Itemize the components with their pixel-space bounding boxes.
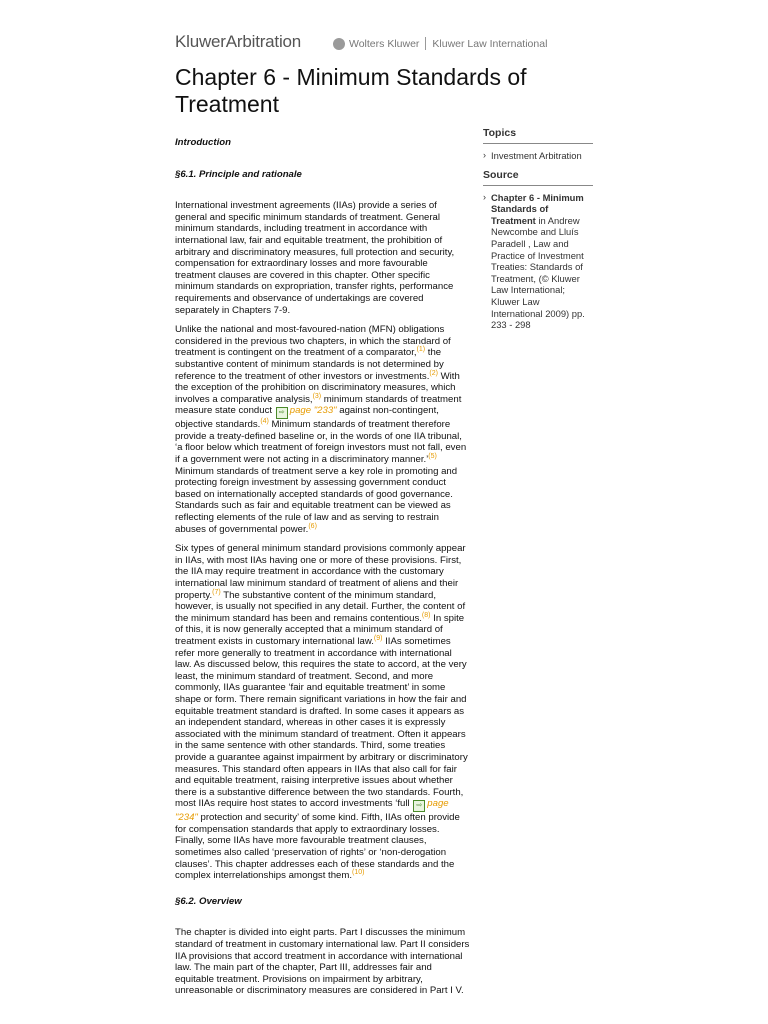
imprint-name: Kluwer Law International: [432, 37, 548, 50]
source-text: in Andrew Newcombe and Lluís Paradell , Law and Practice of Investment Treaties: Standards of Treatment, (© Kluwer Law International; Kluwer Law International 2009) pp. 233 - 298: [491, 214, 585, 331]
footnote-link[interactable]: (5): [428, 452, 437, 460]
footnote-link[interactable]: (6): [308, 522, 317, 530]
topics-heading: Topics: [483, 128, 593, 144]
source-entry[interactable]: [483, 192, 593, 331]
page-marker-icon: ⇨: [276, 407, 288, 419]
footnote-link[interactable]: (3): [312, 392, 322, 400]
divider: [425, 37, 426, 50]
paragraph: The chapter is divided into eight parts. Part I discusses the minimum standard of treatment in customary international law. Part II considers IIA provisions that accord treatment in accordance with international law. The main part of the chapter, Part III, addresses fair and equitable treatment. Provisions on impairment by arbitrary, unreasonable or discriminatory measures are considered in Part I V.: [175, 927, 470, 997]
chevron-right-icon: ›: [483, 149, 486, 160]
logo-light: Arbitration: [225, 32, 302, 51]
publisher-name: Wolters Kluwer: [349, 37, 420, 50]
footnote-link[interactable]: (2): [429, 369, 438, 377]
footnote-link[interactable]: (4): [260, 418, 269, 426]
page-ref-link[interactable]: page "233": [289, 405, 337, 417]
kluwer-arbitration-logo[interactable]: [175, 32, 301, 52]
chapter-body: [175, 137, 470, 997]
paragraph: Six types of general minimum standard provisions commonly appear in IIAs, with most IIAs having one or more of these provisions. First, the IIA may require treatment in accordance with the customary international law minimum standard of treatment of aliens and their property.$^{(7)}$ The substantive content of the minimum standard, however, is usually not specified in any detail. Further, the content of the minimum standard has been and remains contentious.$^{(8)}$ In spite of this, it is now generally accepted that a minimum standard of treatment exists in customary international law.$^{(9)}$ IIAs sometimes refer more generally to treatment in accordance with international law. As discussed below, this requires the state to accord, at the very least, the minimum standard of treatment. Second, and more commonly, IIAs guarantee ‘fair and equitable treatment’ in some shape or form. There remain significant variations in how the fair and equitable treatment standard is drafted. In some cases it appears as an independent standard, whereas in other cases it is expressly associated with the minimum standard of treatment. Often it appears in the same sentence with other standards. Third, some treaties provide a guarantee against impairment by arbitrary or discriminatory measures. This standard often appears in IIAs that also call for fair and equitable treatment, raising interpretive issues about whether there is a substantive difference between the two standards. Fourth, most IIAs require host states to accord investments ‘full ⇨ page "234" protection and security’ of some kind. Fifth, IIAs often provide for compensation standards that apply to extraordinary losses. Finally, some IIAs have more favourable treatment clauses, sometimes also called ‘preservation of rights’ or ‘non-derogation clauses’. This chapter addresses each of these standards and the complex interrelationships amongst them.$^{(10)}$: [175, 543, 468, 882]
topics-panel: [483, 128, 593, 161]
publisher-logo: [333, 37, 547, 50]
topic-label: Investment Arbitration: [491, 149, 582, 161]
footnote-link[interactable]: (9): [373, 634, 383, 642]
paragraph: Unlike the national and most-favoured-nation (MFN) obligations considered in the previous two chapters, in which the standard of treatment is contingent on the treatment of a comparator,$^{(1)}$ the substantive content of minimum standards is not determined by reference to the treatment of other investors or investments.$^{(2)}$ With the exception of the prohibition on discriminatory measures, which involves a comparative analysis,$^{(3)}$ minimum standards of treatment measure state conduct ⇨ page "233" against non-contingent, objective standards.$^{(4)}$ Minimum standards of treatment therefore provide a treaty-defined baseline or, in the words of one IIA tribunal, ‘a floor below which treatment of foreign investors must not fall, even if a government were not acting in a discriminatory manner.’$^{(5)}$ Minimum standards of treatment serve a key role in promoting and protecting foreign investment by assessing government conduct based on internationally accepted standards of good governance. Standards such as fair and equitable treatment can be viewed as reflecting elements of the rule of law and as serving to restrain abuses of governmental power.$^{(6)}$: [175, 324, 467, 535]
paragraph: International investment agreements (IIAs) provide a series of general and specific minimum standards of treatment. General minimum standards, including treatment in accordance with international law, fair and equitable treatment, the prohibition of arbitrary and discriminatory measures, full protection and security, compensation for extraordinary losses and more favourable treatment clauses are covered in this chapter. Other specific minimum standards on expropriation, transfer rights, performance requirements and observance of undertakings are covered separately in Chapters 7-9.: [175, 200, 455, 316]
topic-link[interactable]: [483, 150, 593, 162]
footnote-link[interactable]: (10): [352, 869, 365, 877]
footnote-link[interactable]: (1): [416, 346, 426, 354]
page-marker-icon: ⇨: [413, 800, 425, 812]
page-ref-link[interactable]: page "234": [175, 798, 449, 824]
source-title: Chapter 6 - Minimum Standards of Treatment: [491, 191, 584, 226]
section-heading-6-1: §6.1. Principle and rationale: [175, 168, 302, 180]
page-title: Chapter 6 - Minimum Standards of Treatment: [175, 64, 527, 117]
wolters-kluwer-icon: [333, 38, 345, 50]
footnote-link[interactable]: (7): [212, 588, 221, 596]
source-heading: Source: [483, 170, 593, 186]
footnote-link[interactable]: (8): [421, 611, 431, 619]
section-heading-6-2: §6.2. Overview: [175, 895, 242, 907]
source-panel: [483, 170, 593, 331]
site-header: [175, 32, 595, 58]
section-heading-introduction: Introduction: [175, 137, 231, 148]
logo-bold: Kluwer: [175, 32, 226, 51]
chevron-right-icon: ›: [483, 191, 486, 202]
